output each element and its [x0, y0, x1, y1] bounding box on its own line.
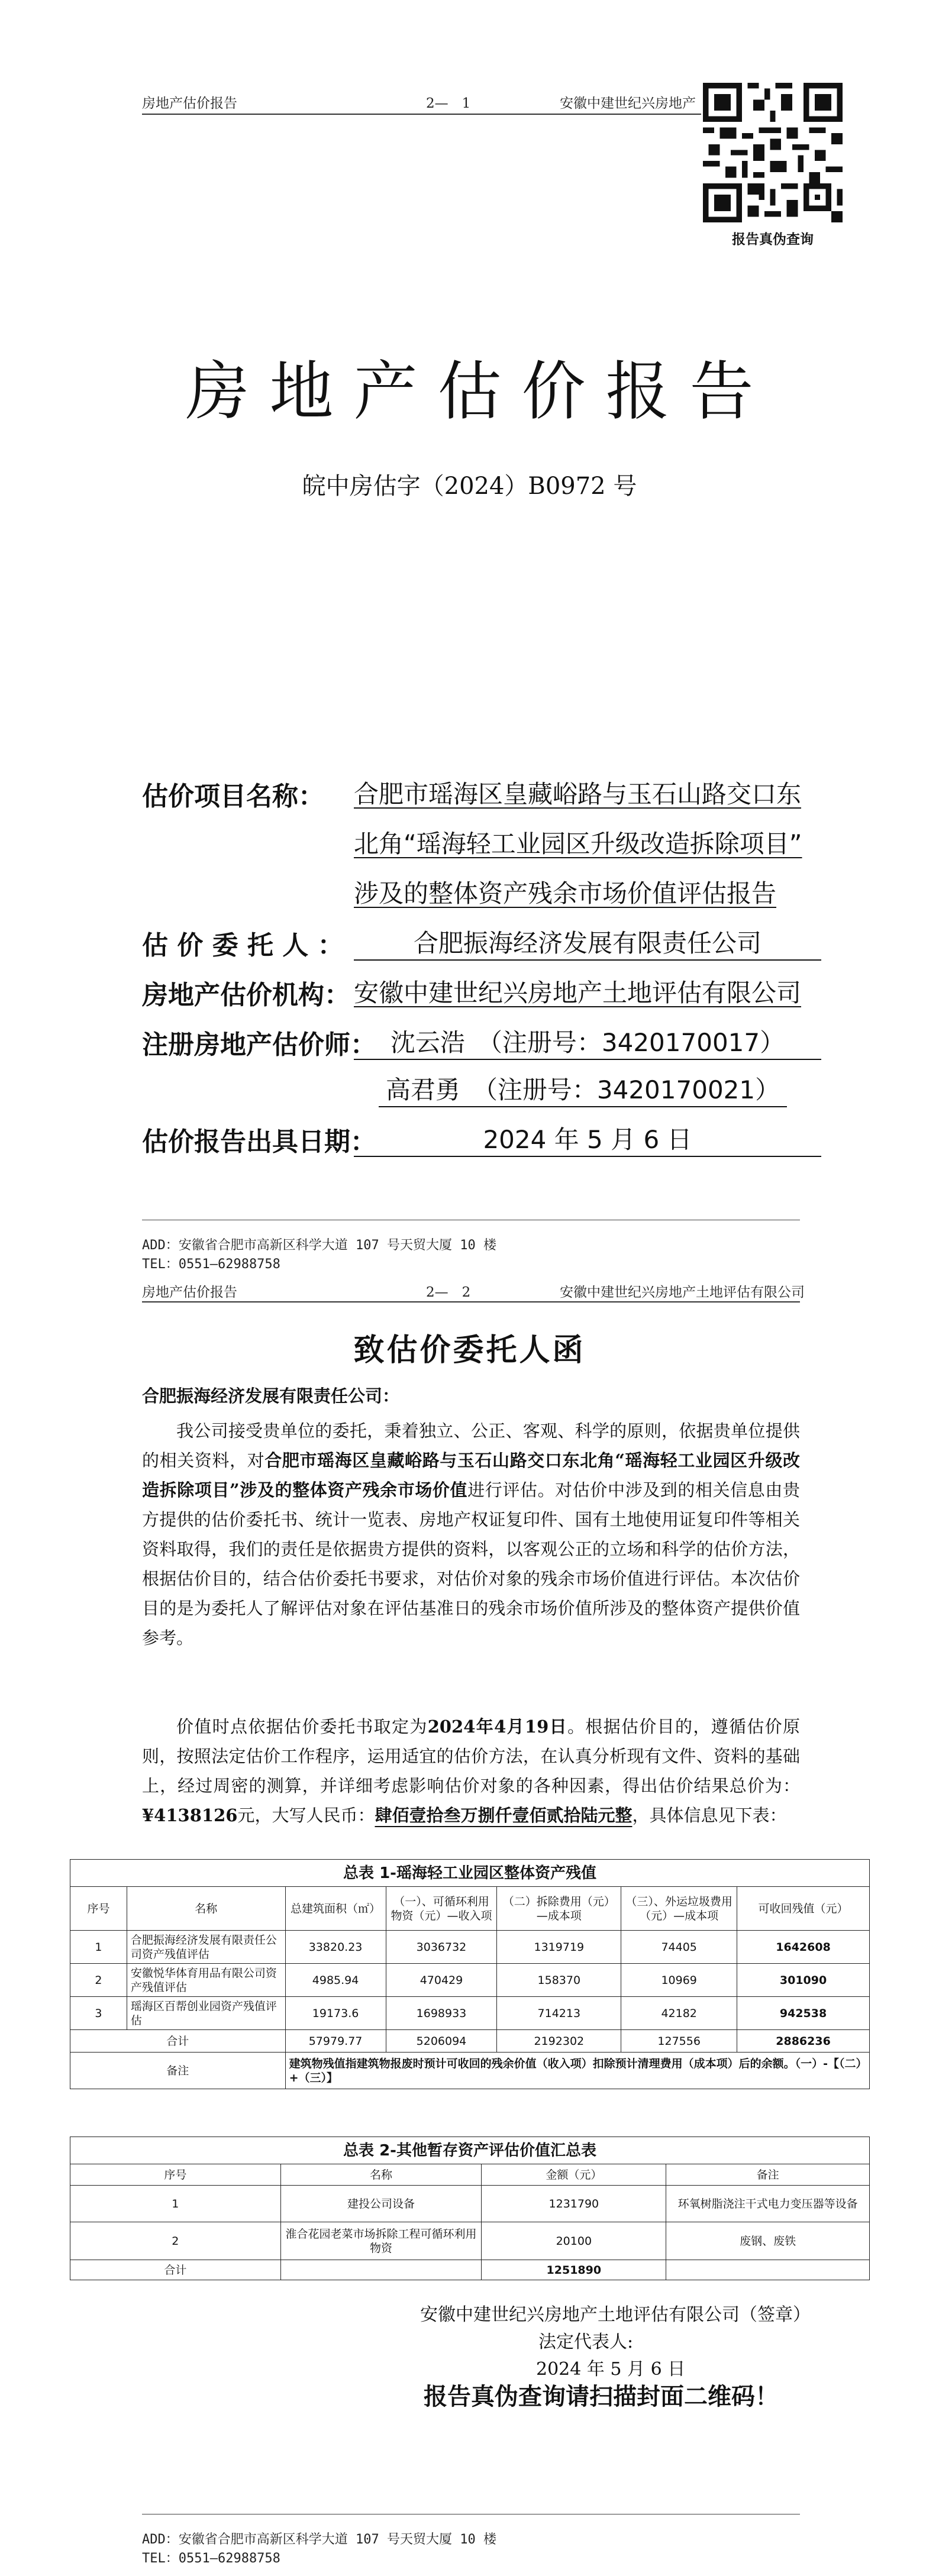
footer-address: ADD：安徽省合肥市高新区科学大道 107 号天贸大厦 10 楼: [142, 1238, 496, 1253]
header-rule: [142, 1301, 800, 1302]
appraiser-2: 高君勇 （注册号：3420170021）: [379, 1071, 787, 1107]
page-header-number: 2— 1: [426, 96, 471, 111]
footer-tel: TEL：0551—62988758: [142, 2551, 280, 2566]
appraiser-label: 注册房地产估价师：: [142, 1030, 376, 1060]
authenticity-notice: 报告真伪查询请扫描封面二维码！: [424, 2383, 779, 2410]
client-value: 合肥振海经济发展有限责任公司: [354, 924, 821, 961]
column-header: （一）、可循环利用物资（元）—收入项: [386, 1887, 497, 1931]
signature-date: 2024 年 5 月 6 日: [536, 2359, 686, 2380]
table-row: 3 瑶海区百帮创业园资产残值评估 19173.6 1698933 714213 42182 942538: [70, 1997, 870, 2030]
table-note-row: 备注 建筑物残值指建筑物报废时预计可收回的残余价值（收入项）扣除预计清理费用（成本项）后的余额。（一）-【（二）+（三）】: [70, 2053, 870, 2089]
table-total-row: 合计 57979.77 5206094 2192302 127556 2886236: [70, 2030, 870, 2053]
column-header: 名称: [127, 1887, 285, 1931]
column-header: （三）、外运垃圾费用（元）—成本项: [621, 1887, 737, 1931]
table-caption: 总表 1-瑶海轻工业园区整体资产残值: [70, 1860, 870, 1887]
page-header-left: 房地产估价报告: [142, 1285, 237, 1300]
signature-representative: 法定代表人:: [538, 2332, 634, 2352]
agency-label: 房地产估价机构：: [142, 980, 350, 1010]
qr-code-icon[interactable]: [703, 83, 843, 222]
summary-table-1: [70, 1859, 870, 2089]
paragraph-2: 价值时点依据估价委托书取定为2024年4月19日。根据估价目的，遵循估价原则，按照法定估价工作程序，运用适宜的估价方法，在认真分析现有文件、资料的基础上，经过周密的测算，并详细考虑影响估价对象的各种因素，得出估价结果总价为：¥4138126元，大写人民币：肆佰壹拾叁万捌仟壹佰贰拾陆元整，具体信息见下表：: [142, 1717, 800, 1825]
table-row: 1 建投公司设备 1231790 环氧树脂浇注干式电力变压器等设备: [70, 2186, 870, 2222]
column-header: 名称: [280, 2164, 482, 2186]
footer-address: ADD：安徽省合肥市高新区科学大道 107 号天贸大厦 10 楼: [142, 2532, 496, 2547]
project-name-line3: 涉及的整体资产残余市场价值评估报告: [354, 879, 777, 908]
addressee: 合肥振海经济发展有限责任公司：: [142, 1386, 400, 1406]
table-caption: 总表 2-其他暂存资产评估价值汇总表: [70, 2137, 870, 2164]
report-title: 房地产估价报告: [185, 355, 774, 429]
page-header-left: 房地产估价报告: [142, 96, 237, 111]
page-header-right: 安徽中建世纪兴房地产土地评估有限公司: [560, 1285, 805, 1300]
project-name-line1: 合肥市瑶海区皇藏峪路与玉石山路交口东: [354, 780, 802, 809]
column-header: （二）拆除费用（元）—成本项: [497, 1887, 621, 1931]
column-header: 金额（元）: [482, 2164, 666, 2186]
footer-tel: TEL：0551—62988758: [142, 1257, 280, 1272]
page-header-right: 安徽中建世纪兴房地产: [560, 96, 696, 111]
table-row: 1 合肥振海经济发展有限责任公司资产残值评估 33820.23 3036732 1319719 74405 1642608: [70, 1931, 870, 1964]
appraiser-1: 沈云浩 （注册号：3420170017）: [354, 1023, 821, 1060]
column-header: 序号: [70, 2164, 281, 2186]
column-header: 总建筑面积（㎡）: [285, 1887, 386, 1931]
summary-table-2: [70, 2137, 870, 2280]
project-name-label: 估价项目名称：: [142, 781, 324, 812]
table-total-row: 合计 1251890: [70, 2260, 870, 2280]
paragraph-1: 我公司接受贵单位的委托，秉着独立、公正、客观、科学的原则，依据贵单位提供的相关资料，对合肥市瑶海区皇藏峪路与玉石山路交口东北角“瑶海轻工业园区升级改造拆除项目”涉及的整体资产残余市场价值进行评估。对估价中涉及到的相关信息由贵方提供的估价委托书、统计一览表、房地产权证复印件、国有土地使用证复印件等相关资料取得，我们的责任是依据贵方提供的资料，以客观公正的立场和科学的估价方法，根据估价目的，结合估价委托书要求，对估价对象的残余市场价值进行评估。本次估价目的是为委托人了解评估对象在评估基准日的残余市场价值所涉及的整体资产提供价值参考。: [142, 1421, 800, 1648]
page-header-number: 2— 2: [426, 1285, 471, 1300]
column-header: 可收回残值（元）: [737, 1887, 870, 1931]
letter-title: 致估价委托人函: [353, 1333, 586, 1368]
qr-caption: 报告真伪查询: [732, 232, 814, 247]
project-name-line2: 北角“瑶海轻工业园区升级改造拆除项目”: [354, 829, 802, 858]
agency-value: 安徽中建世纪兴房地产土地评估有限公司: [354, 978, 802, 1007]
date-label: 估价报告出具日期：: [142, 1127, 376, 1157]
header-rule: [142, 114, 701, 115]
signature-company: 安徽中建世纪兴房地产土地评估有限公司（签章）: [420, 2304, 811, 2325]
client-label: 估 价 委 托 人 ：: [142, 930, 344, 961]
column-header: 序号: [70, 1887, 127, 1931]
table-row: 2 淮合花园老菜市场拆除工程可循环利用物资 20100 废钢、废铁: [70, 2222, 870, 2260]
report-number: 皖中房估字（2024）B0972 号: [302, 473, 637, 500]
date-value: 2024 年 5 月 6 日: [354, 1120, 821, 1157]
table-row: 2 安徽悦华体育用品有限公司资产残值评估 4985.94 470429 158370 10969 301090: [70, 1964, 870, 1997]
column-header: 备注: [666, 2164, 870, 2186]
